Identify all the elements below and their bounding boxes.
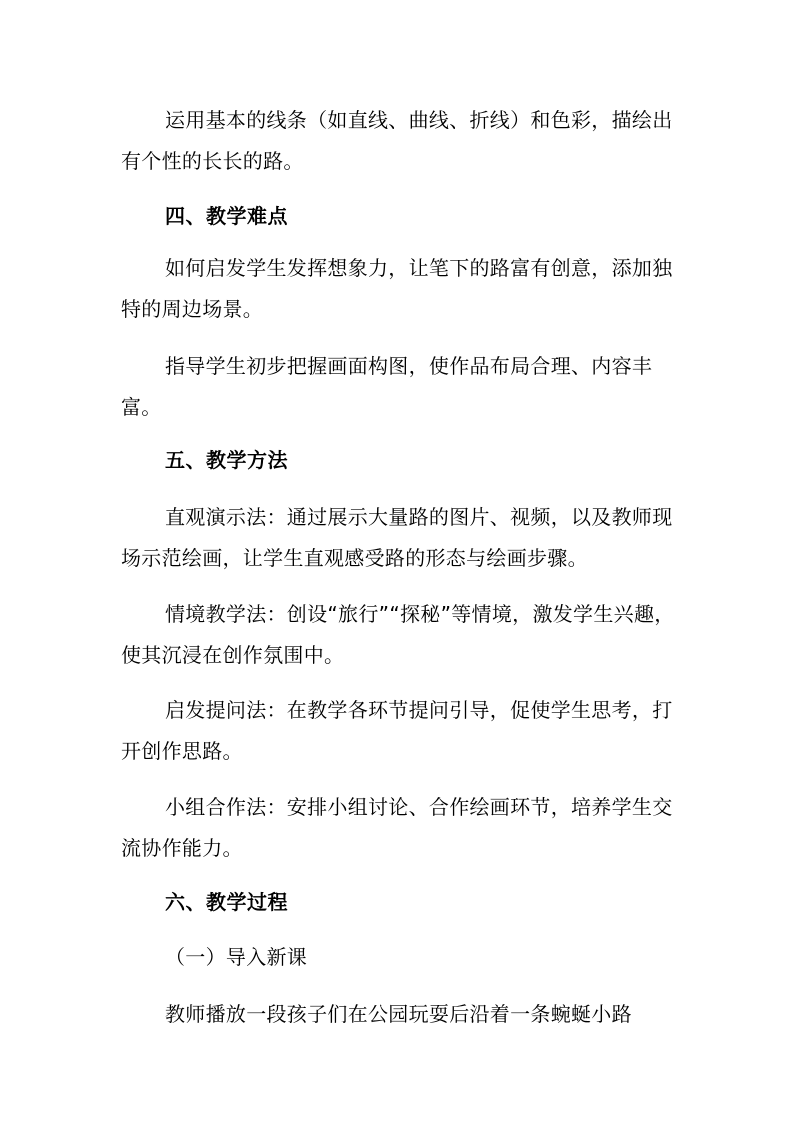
heading-teaching-difficulties: 四、教学难点: [165, 204, 288, 228]
paragraph-method-situational: 情境教学法：创设“旅行”“探秘”等情境，激发学生兴趣，使其沉浸在创作氛围中。: [121, 602, 675, 667]
paragraph-teaching-goal: 运用基本的线条（如直线、曲线、折线）和色彩，描绘出有个性的长长的路。: [121, 108, 673, 173]
paragraph-method-questioning: 启发提问法：在教学各环节提问引导，促使学生思考，打开创作思路。: [121, 698, 673, 763]
heading-teaching-process: 六、教学过程: [165, 890, 288, 914]
paragraph-method-demonstration: 直观演示法：通过展示大量路的图片、视频，以及教师现场示范绘画，让学生直观感受路的形态与绘画步骤。: [121, 505, 673, 570]
heading-teaching-methods: 五、教学方法: [165, 448, 288, 472]
paragraph-method-group: 小组合作法：安排小组讨论、合作绘画环节，培养学生交流协作能力。: [121, 795, 673, 860]
paragraph-difficulty-2: 指导学生初步把握画面构图，使作品布局合理、内容丰富。: [121, 354, 653, 419]
subheading-introduction: （一）导入新课: [165, 945, 308, 969]
paragraph-introduction: 教师播放一段孩子们在公园玩耍后沿着一条蜿蜒小路: [165, 1002, 632, 1026]
paragraph-difficulty-1: 如何启发学生发挥想象力，让笔下的路富有创意，添加独特的周边场景。: [121, 256, 673, 321]
